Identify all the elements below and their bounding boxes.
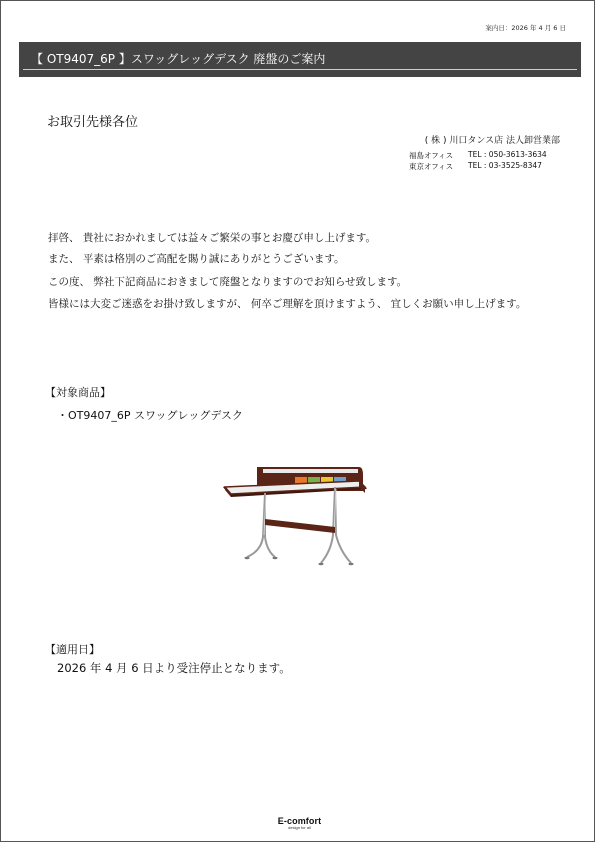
- desk-hutch-inner: [263, 469, 358, 473]
- target-product-item: ・OT9407_6P スワッグレッグデスク: [57, 409, 243, 422]
- office-name: 福島オフィス: [409, 151, 454, 160]
- title-underline: [23, 69, 577, 70]
- footer-logo: [1, 816, 597, 830]
- logo-wordmark: E-comfort: [277, 816, 322, 826]
- effective-date-text: 2026 年 4 月 6 日より受注停止となります。: [57, 661, 291, 675]
- office-line-tokyo: [409, 161, 542, 172]
- desk-product-image: [173, 447, 413, 597]
- title-bar: [19, 42, 581, 77]
- sender-company: ( 株 ) 川口タンス店 法人卸営業部: [424, 136, 560, 146]
- greeting-line: 皆様には大変ご迷惑をお掛け致しますが、 何卒ご理解を頂けますよう、 宜しくお願い申し上げます。: [48, 298, 527, 310]
- notice-date: 案内日：2026 年 4 月 6 日: [485, 24, 566, 32]
- greeting-line: この度、 弊社下記商品におきまして廃盤となりますのでお知らせ致します。: [48, 276, 408, 288]
- office-tel: TEL : 03-3525-8347: [468, 161, 542, 170]
- office-tel: TEL : 050-3613-3634: [468, 150, 547, 159]
- addressee: お取引先様各位: [47, 115, 139, 130]
- office-line-fukushima: [409, 150, 547, 161]
- office-name: 東京オフィス: [409, 162, 454, 171]
- desk-stretcher: [265, 519, 335, 533]
- greeting-line: 拝啓、 貴社におかれましては益々ご繁栄の事とお慶び申し上げます。: [48, 232, 376, 244]
- target-products-heading: 【対象商品】: [45, 386, 111, 399]
- logo-tagline: design for all: [288, 825, 311, 830]
- effective-date-heading: 【適用日】: [45, 643, 100, 656]
- greeting-line: また、 平素は格別のご高配を賜り誠にありがとうございます。: [48, 253, 345, 265]
- document-title: 【 OT9407_6P 】スワッグレッグデスク 廃盤のご案内: [31, 52, 326, 66]
